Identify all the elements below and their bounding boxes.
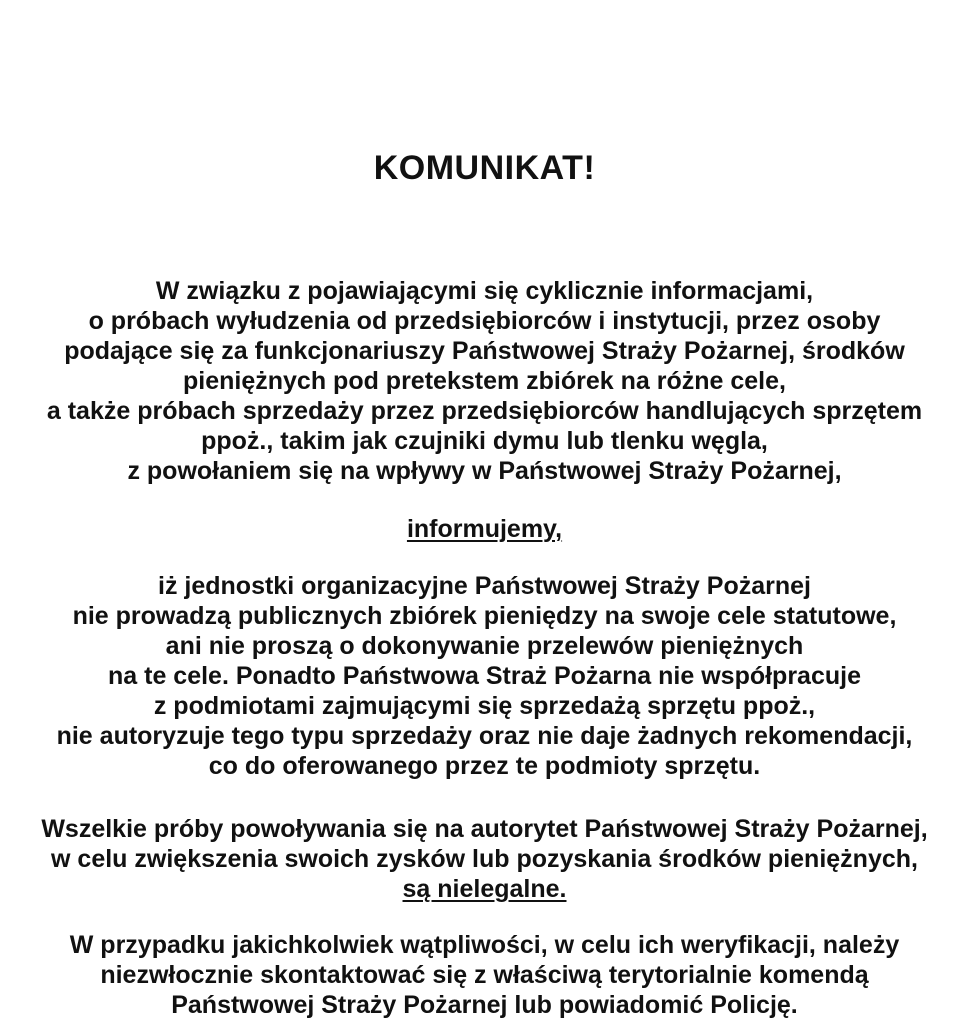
text-line: Państwowej Straży Pożarnej lub powiadomić Policję. [171, 991, 798, 1019]
contact-paragraph [10, 930, 959, 1020]
text-line: pieniężnych pod pretekstem zbiórek na różne cele, [183, 367, 786, 395]
text-line: o próbach wyłudzenia od przedsiębiorców i instytucji, przez osoby [88, 307, 881, 335]
text-line: nie autoryzuje tego typu sprzedaży oraz nie daje żadnych rekomendacji, [56, 722, 913, 750]
text-line: podające się za funkcjonariuszy Państwowej Straży Pożarnej, środków [64, 337, 905, 365]
intro-paragraph [10, 276, 959, 486]
underlined-emphasis [10, 874, 959, 904]
text-line: W przypadku jakichkolwiek wątpliwości, w celu ich weryfikacji, należy [69, 931, 900, 959]
text-line: a także próbach sprzedaży przez przedsiębiorców handlujących sprzętem [46, 397, 923, 425]
text-line: W związku z pojawiającymi się cyklicznie informacjami, [155, 277, 814, 305]
inform-heading [10, 514, 959, 544]
text-line: w celu zwiększenia swoich zysków lub pozyskania środków pieniężnych, [51, 845, 918, 873]
text-line: nie prowadzą publicznych zbiórek pieniędzy na swoje cele statutowe, [72, 602, 897, 630]
announcement-title: KOMUNIKAT! [373, 149, 596, 187]
text-line: ppoż., takim jak czujniki dymu lub tlenku węgla, [201, 427, 768, 455]
statement-paragraph [10, 571, 959, 781]
text-line: na te cele. Ponadto Państwowa Straż Pożarna nie współpracuje [108, 662, 861, 690]
text-line: iż jednostki organizacyjne Państwowej Straży Pożarnej [158, 572, 811, 600]
text-line: z powołaniem się na wpływy w Państwowej Straży Pożarnej, [127, 457, 842, 485]
underlined-emphasis-text: są nielegalne. [402, 875, 567, 903]
warning-paragraph [10, 814, 959, 904]
text-line: z podmiotami zajmującymi się sprzedażą sprzętu ppoż., [153, 692, 816, 720]
inform-heading-text: informujemy, [406, 515, 563, 543]
text-line: ani nie proszą o dokonywanie przelewów pieniężnych [165, 632, 804, 660]
text-line: Wszelkie próby powoływania się na autorytet Państwowej Straży Pożarnej, [41, 815, 928, 843]
text-line: niezwłocznie skontaktować się z właściwą terytorialnie komendą [100, 961, 869, 989]
text-line: co do oferowanego przez te podmioty sprzętu. [208, 752, 761, 780]
